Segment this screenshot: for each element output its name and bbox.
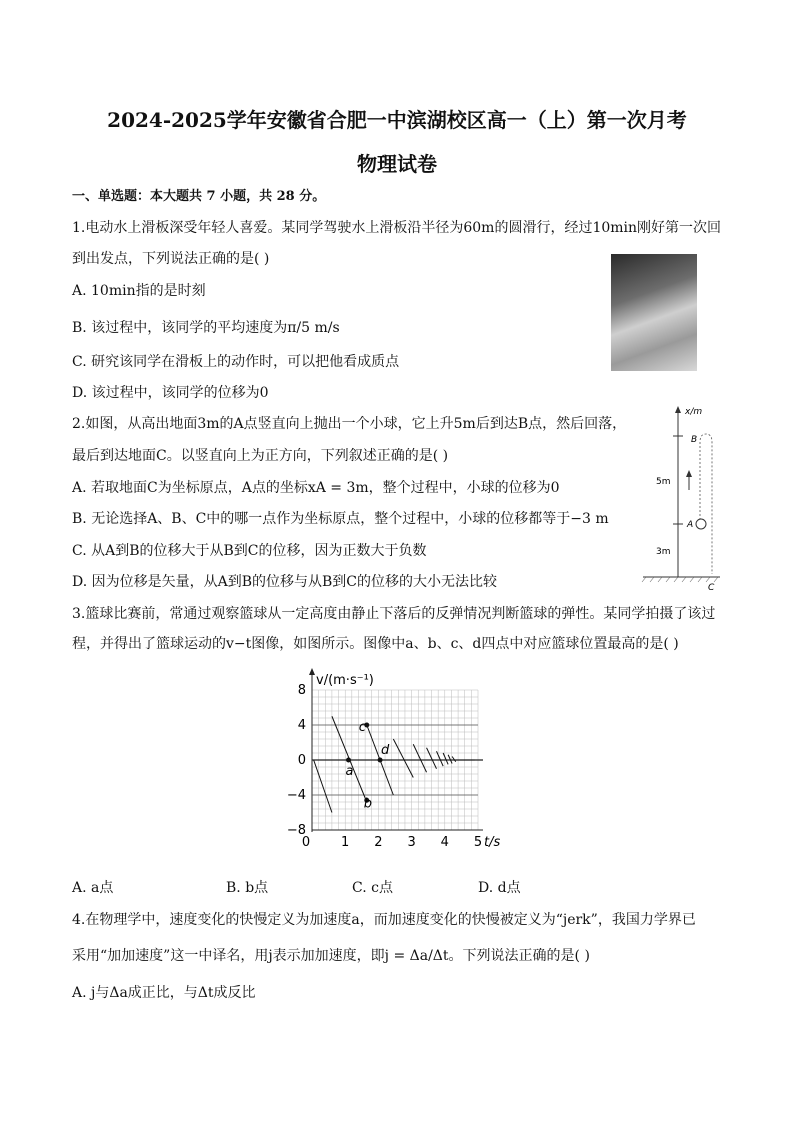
y-tick-label: 8	[297, 683, 306, 698]
q1-option-c: C. 研究该同学在滑板上的动作时，可以把他看成质点	[72, 354, 400, 370]
y-tick-label: −4	[286, 788, 306, 803]
skateboard-photo	[611, 254, 697, 371]
q2-stem-line2: 最后到达地面C。以竖直向上为正方向，下列叙述正确的是( )	[72, 448, 449, 464]
q2-option-a: A. 若取地面C为坐标原点，A点的坐标xA = 3m，整个过程中，小球的位移为0	[72, 480, 560, 496]
q3-option-c: C. c点	[352, 880, 393, 896]
y-axis-label: v/(m·s⁻¹)	[316, 673, 374, 688]
q3-option-b: B. b点	[226, 880, 269, 896]
upward-arrow-icon	[686, 470, 692, 477]
x-tick-label: 2	[374, 835, 383, 850]
y-tick-label: −8	[286, 823, 306, 838]
velocity-segment	[452, 757, 456, 762]
point-c-label: c	[358, 720, 366, 735]
vt-graph	[270, 655, 510, 855]
q1-option-a: A. 10min指的是时刻	[72, 283, 206, 299]
q2-option-c: C. 从A到B的位移大于从B到C的位移，因为正数大于负数	[72, 543, 427, 559]
q1-option-d: D. 该过程中，该同学的位移为0	[72, 385, 269, 401]
page-subtitle: 物理试卷	[357, 152, 437, 176]
q3-stem-line1: 3.篮球比赛前，常通过观察篮球从一定高度由静止下落后的反弹情况判断篮球的弹性。某同学拍摄了该过	[72, 606, 716, 622]
ball-icon	[696, 519, 706, 529]
point-c-label: C	[708, 583, 715, 592]
velocity-segment	[437, 751, 444, 766]
axis-arrow-icon	[675, 406, 681, 413]
point-d-marker	[378, 758, 383, 763]
q1-stem-line1: 1.电动水上滑板深受年轻人喜爱。某同学驾驶水上滑板沿半径为60m的圆滑行，经过10min刚好第一次回	[72, 220, 722, 236]
q2-option-b: B. 无论选择A、B、C中的哪一点作为坐标原点，整个过程中，小球的位移都等于−3 m	[72, 511, 609, 527]
y-axis-arrow-icon	[309, 668, 315, 675]
point-a-label: A	[687, 520, 694, 530]
q4-stem-line1: 4.在物理学中，速度变化的快慢定义为加速度a，而加速度变化的快慢被定义为“jerk”，我国力学界已	[72, 912, 696, 928]
point-a-label: a	[345, 764, 354, 779]
point-b-label: B	[691, 435, 698, 445]
velocity-segment	[413, 744, 426, 772]
lower-length-label: 3m	[656, 547, 671, 557]
upper-length-label: 5m	[656, 477, 671, 487]
point-b-label: b	[363, 796, 373, 812]
q4-option-a: A. j与Δa成正比，与Δt成反比	[72, 985, 256, 1001]
velocity-segment	[393, 739, 413, 778]
chart-axes	[309, 668, 483, 832]
q2-option-d: D. 因为位移是矢量，从A到B的位移与从B到C的位移的大小无法比较	[72, 574, 498, 590]
q1-stem-line2: 到出发点，下列说法正确的是( )	[72, 251, 270, 267]
chart-points	[346, 720, 391, 811]
q3-option-a: A. a点	[72, 880, 114, 896]
section-heading: 一、单选题：本大题共 7 小题，共 28 分。	[72, 189, 326, 204]
velocity-segment	[314, 760, 332, 813]
point-a-marker	[346, 758, 351, 763]
chart-series	[314, 716, 475, 812]
y-tick-label: 4	[297, 718, 306, 733]
x-axis-label: t/s	[484, 835, 501, 850]
q3-stem-line2: 程，并得出了篮球运动的v−t图像，如图所示。图像中a、b、c、d四点中对应篮球位置最高的是( )	[72, 636, 679, 652]
ball-throw-figure	[640, 402, 730, 592]
q1-option-b: B. 该过程中，该同学的平均速度为π/5 m/s	[72, 320, 340, 336]
ground-hatch	[642, 577, 718, 582]
q3-option-d: D. d点	[478, 880, 521, 896]
x-tick-label: 3	[407, 835, 416, 850]
q2-stem-line1: 2.如图，从高出地面3m的A点竖直向上抛出一个小球，它上升5m后到达B点，然后回落，	[72, 416, 627, 432]
axis-label: x/m	[685, 407, 703, 417]
x-tick-label: 5	[473, 835, 483, 850]
trajectory-path	[700, 434, 712, 574]
x-tick-label: 0	[301, 835, 311, 850]
point-d-label: d	[381, 743, 390, 758]
x-tick-label: 1	[341, 835, 350, 850]
velocity-segment	[443, 753, 448, 764]
page-title: 2024-2025学年安徽省合肥一中滨湖校区高一（上）第一次月考	[107, 108, 687, 132]
x-tick-label: 4	[440, 835, 449, 850]
q4-stem-line2: 采用“加加速度”这一中译名，用j表示加加速度，即j = Δa/Δt。下列说法正确的是( )	[72, 948, 590, 964]
y-tick-label: 0	[297, 753, 306, 768]
